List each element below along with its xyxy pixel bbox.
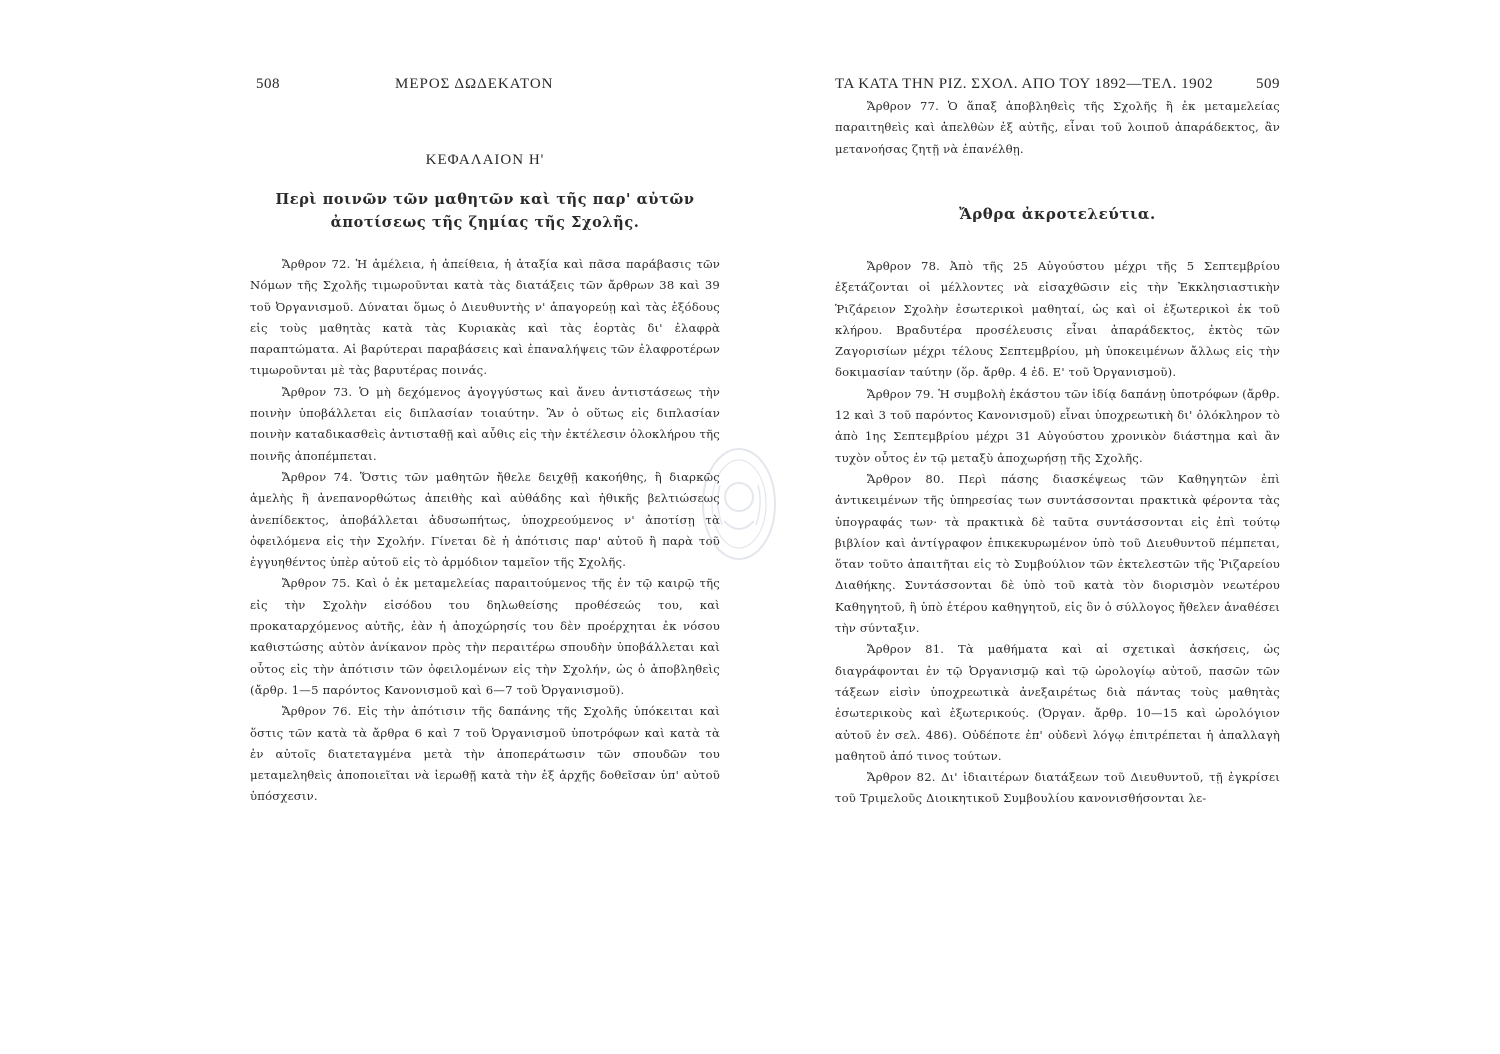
chapter-heading: ΚΕΦΑΛΑΙΟΝ Η'	[425, 152, 545, 168]
right-running-head	[835, 76, 1280, 93]
article-76: Ἄρθρον 76. Εἰς τὴν ἀπότισιν τῆς δαπάνης τῆς Σχολῆς ὑπόκειται καὶ ὅστις τῶν κατὰ τὰ ἄρθρα 6 καὶ 7 τοῦ Ὀργανισμοῦ ὑποτρόφων καὶ κατὰ τὰ ἐν αὐτοῖς διατεταγμένα μετὰ τὴν ἀποπεράτωσιν τῶν σπουδῶν του μεταμεληθεὶς ἀποποιεῖται νὰ ἱερωθῇ κατὰ τὴν ἐξ ἀρχῆς δοθεῖσαν ὑπ' αὐτοῦ ὑπόσχεσιν.	[250, 704, 720, 804]
left-section-title-line1: Περὶ ποινῶν τῶν μαθητῶν καὶ τῆς παρ' αὐτῶν	[275, 191, 695, 208]
article-82: Ἄρθρον 82. Δι' ἰδιαιτέρων διατάξεων τοῦ Διευθυντοῦ, τῇ ἐγκρίσει τοῦ Τριμελοῦς Διοικητικοῦ Συμβουλίου κανονισθήσονται λε-	[835, 770, 1280, 806]
right-body-text	[835, 256, 1280, 810]
right-page	[835, 0, 1280, 1054]
article-72: Ἄρθρον 72. Ἡ ἀμέλεια, ἡ ἀπείθεια, ἡ ἀταξία καὶ πᾶσα παράβασις τῶν Νόμων τῆς Σχολῆς τιμωροῦνται κατὰ τὰς διατάξεις τῶν ἄρθρων 38 καὶ 39 τοῦ Ὀργανισμοῦ. Δύναται ὅμως ὁ Διευθυντὴς ν' ἀπαγορεύῃ καὶ τὰς ἐξόδους εἰς τοὺς μαθητὰς κατὰ τὰς Κυριακὰς καὶ τὰς ἑορτὰς δι' ἐλαφρὰ παραπτώματα. Αἱ βαρύτεραι παραβάσεις καὶ ἐπαναλήψεις τῶν ἐλαφροτέρων τιμωροῦνται μὲ τὰς βαρυτέρας ποινάς.	[250, 257, 720, 378]
article-75: Ἄρθρον 75. Καὶ ὁ ἐκ μεταμελείας παραιτούμενος τῆς ἐν τῷ καιρῷ τῆς εἰς τὴν Σχολὴν εἰσόδου του δηλωθείσης προθέσεώς του, καὶ προκαταρχόμενος αὐτῆς, ἐὰν ἡ ἀποχώρησίς του δὲν προέρχηται ἐκ νόσου καθιστώσης αὐτὸν ἀνίκανον πρὸς τὴν περαιτέρω σπουδὴν ὑποβάλλεται καὶ οὗτος εἰς τὴν ἀπότισιν τῶν ὀφειλομένων εἰς τὴν Σχολήν, ὡς ὁ ἀποβληθεὶς (ἄρθρ. 1—5 παρόντος Κανονισμοῦ καὶ 6—7 τοῦ Ὀργανισμοῦ).	[250, 576, 720, 697]
left-running-title: ΜΕΡΟΣ ΔΩΔΕΚΑΤΟΝ	[395, 76, 554, 92]
article-78: Ἄρθρον 78. Ἀπὸ τῆς 25 Αὐγούστου μέχρι τῆς 5 Σεπτεμβρίου ἐξετάζονται οἱ μέλλοντες νὰ εἰσαχθῶσιν εἰς τὴν Ἐκκλησιαστικὴν Ῥιζάρειον Σχολὴν ἐσωτερικοὶ μαθηταί, ὡς καὶ οἱ ἐξωτερικοὶ ἐκ τοῦ κλήρου. Βραδυτέρα προσέλευσις εἶναι ἀπαράδεκτος, ἐκτὸς τῶν Ζαγορισίων μέχρι τέλους Σεπτεμβρίου, μὴ ὑποκειμένων ἄλλως εἰς τὴν δοκιμασίαν ταύτην (ὅρ. ἄρθρ. 4 ἐδ. Ε' τοῦ Ὀργανισμοῦ).	[835, 259, 1280, 380]
article-77: Ἄρθρον 77. Ὁ ἅπαξ ἀποβληθεὶς τῆς Σχολῆς ἢ ἐκ μεταμελείας παραιτηθεὶς καὶ ἀπελθὼν ἐξ αὐτῆς, εἶναι τοῦ λοιποῦ ἀπαράδεκτος, ἂν μετανοήσας ζητῇ νὰ ἐπανέλθῃ.	[835, 99, 1280, 156]
right-top-text	[835, 96, 1280, 160]
left-section-title-line2: ἀποτίσεως τῆς ζημίας τῆς Σχολῆς.	[330, 214, 640, 231]
right-section-title: Ἄρθρα ἀκροτελεύτια.	[959, 205, 1156, 223]
left-page-number: 508	[256, 76, 280, 92]
right-page-number: 509	[1256, 76, 1280, 92]
article-73: Ἄρθρον 73. Ὁ μὴ δεχόμενος ἀγογγύστως καὶ ἄνευ ἀντιστάσεως τὴν ποινὴν ὑποβάλλεται εἰς διπλασίαν τοιαύτην. Ἂν ὁ οὕτως εἰς διπλασίαν ποινὴν καταδικασθεὶς ἀντισταθῇ καὶ αὖθις εἰς τὴν ἐκτέλεσιν ὁλοκλήρου τῆς ποινῆς ἀποπέμπεται.	[250, 384, 720, 463]
article-79: Ἄρθρον 79. Ἡ συμβολὴ ἑκάστου τῶν ἰδίᾳ δαπάνῃ ὑποτρόφων (ἄρθρ. 12 καὶ 3 τοῦ παρόντος Κανονισμοῦ) εἶναι ὑποχρεωτικὴ δι' ὁλόκληρον τὸ ἀπὸ 1ης Σεπτεμβρίου μέχρι 31 Αὐγούστου χρονικὸν διάστημα καὶ ἂν τυχὸν οὗτος ἐν τῷ μεταξὺ ἀποχωρήσῃ τῆς Σχολῆς.	[835, 386, 1280, 465]
library-stamp-icon	[700, 445, 778, 563]
left-page	[250, 0, 720, 1054]
right-running-title: ΤΑ ΚΑΤΑ ΤΗΝ ΡΙΖ. ΣΧΟΛ. ΑΠΟ ΤΟΥ 1892—ΤΕΛ. 1902	[835, 76, 1214, 92]
article-74: Ἄρθρον 74. Ὅστις τῶν μαθητῶν ἤθελε δειχθῇ κακοήθης, ἢ διαρκῶς ἀμελὴς ἢ ἀνεπανορθώτως ἀπειθὴς καὶ αὐθάδης καὶ ἠθικῆς βελτιώσεως ἀνεπίδεκτος, ἀποβάλλεται ἀδυσωπήτως, ὑποχρεούμενος ν' ἀποτίσῃ τὰ ὀφειλόμενα εἰς τὴν Σχολήν. Γίνεται δὲ ἡ ἀπότισις παρ' αὐτοῦ ἢ παρὰ τοῦ ἐγγυηθέντος ὑπὲρ αὐτοῦ εἰς τὸ ἁρμόδιον ταμεῖον τῆς Σχολῆς.	[250, 469, 720, 570]
left-body-text	[250, 254, 720, 808]
left-section-title	[250, 188, 720, 234]
article-80: Ἄρθρον 80. Περὶ πάσης διασκέψεως τῶν Καθηγητῶν ἐπὶ ἀντικειμένων τῆς ὑπηρεσίας των συντάσσονται πρακτικὰ φέροντα τὰς ὑπογραφάς των· τὰ πρακτικὰ δὲ ταῦτα συντάσσονται εἰς ἐπὶ τούτῳ βιβλίον καὶ ἀντίγραφον ἐπικεκυρωμένον ὑπὸ τοῦ Διευθυντοῦ πέμπεται, ὅταν τοῦτο ἀπαιτῆται εἰς τὸ Συμβούλιον τῶν ἐκτελεστῶν τῆς Ῥιζαρείου Διαθήκης. Συντάσσονται δὲ ὑπὸ τοῦ κατὰ τὸν διορισμὸν νεωτέρου Καθηγητοῦ, ἢ ὑπὸ ἑτέρου καθηγητοῦ, εἰς ὃν ὁ σύλλογος ἤθελεν ἀναθέσει τὴν σύνταξιν.	[835, 471, 1280, 636]
article-81: Ἄρθρον 81. Τὰ μαθήματα καὶ αἱ σχετικαὶ ἀσκήσεις, ὡς διαγράφονται ἐν τῷ Ὀργανισμῷ καὶ τῷ ὡρολογίῳ αὐτοῦ, πασῶν τῶν τάξεων εἰσὶν ὑποχρεωτικὰ ἀνεξαιρέτως διὰ πάντας τοὺς μαθητὰς ἐσωτερικοὺς καὶ ἐξωτερικούς. (Ὀργαν. ἄρθρ. 10—15 καὶ ὡρολόγιον αὐτοῦ ἐν σελ. 486). Οὐδέποτε ἐπ' οὐδενὶ λόγῳ ἐπιτρέπεται ἡ ἀπαλλαγὴ μαθητοῦ ἀπό τινος τούτων.	[835, 642, 1280, 763]
